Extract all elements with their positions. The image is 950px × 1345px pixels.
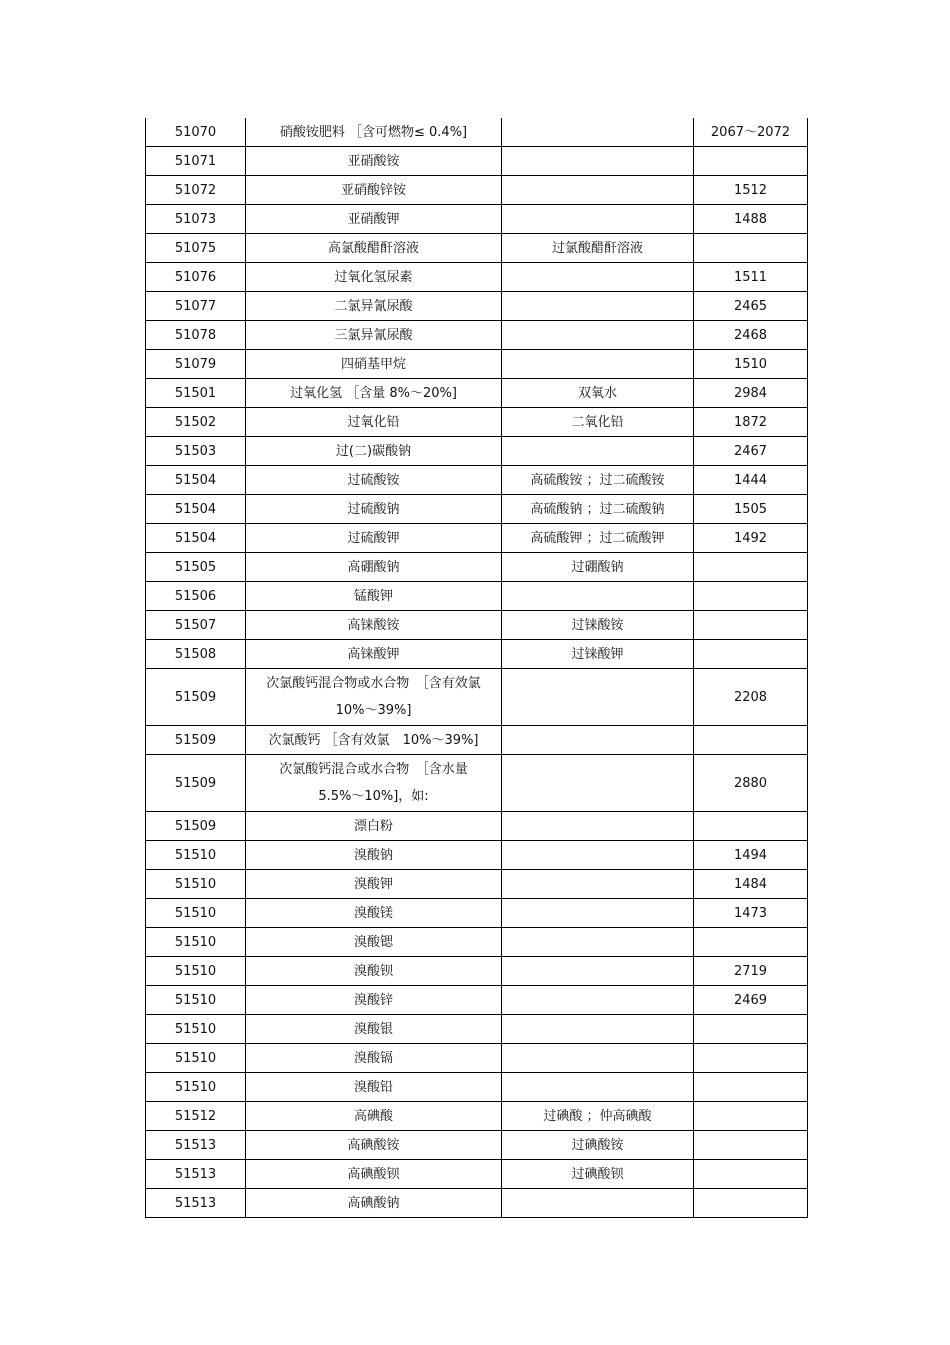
cell-alias bbox=[502, 321, 694, 350]
cell-code: 51504 bbox=[146, 524, 246, 553]
cell-code: 51501 bbox=[146, 379, 246, 408]
cell-un-number: 1488 bbox=[694, 205, 808, 234]
cell-alias bbox=[502, 1015, 694, 1044]
cell-name: 高氯酸醋酐溶液 bbox=[246, 234, 502, 263]
table-row bbox=[146, 205, 808, 234]
cell-code: 51510 bbox=[146, 1073, 246, 1102]
cell-name: 溴酸锶 bbox=[246, 928, 502, 957]
cell-code: 51509 bbox=[146, 755, 246, 812]
cell-name bbox=[246, 669, 502, 726]
cell-name-line: 次氯酸钙混合物或水合物 ［含有效氯 bbox=[266, 676, 481, 691]
cell-alias bbox=[502, 263, 694, 292]
cell-un-number bbox=[694, 928, 808, 957]
cell-alias bbox=[502, 1189, 694, 1218]
cell-un-number: 2984 bbox=[694, 379, 808, 408]
cell-code: 51510 bbox=[146, 928, 246, 957]
table-row bbox=[146, 870, 808, 899]
table-row bbox=[146, 986, 808, 1015]
chemical-table bbox=[145, 118, 808, 1218]
cell-name: 溴酸锌 bbox=[246, 986, 502, 1015]
cell-name: 漂白粉 bbox=[246, 812, 502, 841]
cell-name: 溴酸镁 bbox=[246, 899, 502, 928]
cell-code: 51504 bbox=[146, 466, 246, 495]
cell-name: 高碘酸 bbox=[246, 1102, 502, 1131]
cell-code: 51073 bbox=[146, 205, 246, 234]
cell-un-number: 2208 bbox=[694, 669, 808, 726]
cell-name: 溴酸钾 bbox=[246, 870, 502, 899]
cell-code: 51510 bbox=[146, 899, 246, 928]
table-row bbox=[146, 524, 808, 553]
table-row bbox=[146, 1015, 808, 1044]
table-row bbox=[146, 350, 808, 379]
cell-un-number bbox=[694, 726, 808, 755]
cell-name: 溴酸钡 bbox=[246, 957, 502, 986]
table-row bbox=[146, 1044, 808, 1073]
cell-alias bbox=[502, 582, 694, 611]
cell-code: 51072 bbox=[146, 176, 246, 205]
cell-code: 51075 bbox=[146, 234, 246, 263]
cell-name-line: 次氯酸钙混合或水合物 ［含水量 bbox=[279, 762, 468, 777]
cell-un-number: 1505 bbox=[694, 495, 808, 524]
table-row bbox=[146, 466, 808, 495]
cell-code: 51510 bbox=[146, 986, 246, 1015]
cell-un-number: 1444 bbox=[694, 466, 808, 495]
cell-code: 51502 bbox=[146, 408, 246, 437]
cell-un-number bbox=[694, 234, 808, 263]
table-row bbox=[146, 1073, 808, 1102]
cell-name: 过硫酸铵 bbox=[246, 466, 502, 495]
document-page bbox=[145, 118, 807, 1218]
cell-name-line: 5.5%～10%]，如: bbox=[318, 789, 429, 804]
cell-name: 过氧化氢尿素 bbox=[246, 263, 502, 292]
cell-alias: 过氯酸醋酐溶液 bbox=[502, 234, 694, 263]
table-row bbox=[146, 1160, 808, 1189]
cell-name: 高碘酸钡 bbox=[246, 1160, 502, 1189]
cell-code: 51509 bbox=[146, 726, 246, 755]
cell-un-number: 1492 bbox=[694, 524, 808, 553]
table-row bbox=[146, 234, 808, 263]
cell-code: 51070 bbox=[146, 118, 246, 147]
table-row bbox=[146, 495, 808, 524]
cell-code: 51513 bbox=[146, 1131, 246, 1160]
cell-name: 亚硝酸钾 bbox=[246, 205, 502, 234]
cell-name: 溴酸铅 bbox=[246, 1073, 502, 1102]
cell-name-line: 10%～39%] bbox=[335, 703, 412, 718]
table-row bbox=[146, 1131, 808, 1160]
cell-alias bbox=[502, 669, 694, 726]
table-row bbox=[146, 1189, 808, 1218]
cell-alias bbox=[502, 1044, 694, 1073]
cell-alias bbox=[502, 437, 694, 466]
cell-un-number: 2467 bbox=[694, 437, 808, 466]
table-row bbox=[146, 1102, 808, 1131]
cell-alias bbox=[502, 292, 694, 321]
cell-code: 51505 bbox=[146, 553, 246, 582]
cell-un-number bbox=[694, 147, 808, 176]
cell-name: 过硫酸钾 bbox=[246, 524, 502, 553]
cell-alias bbox=[502, 205, 694, 234]
cell-name: 溴酸银 bbox=[246, 1015, 502, 1044]
cell-code: 51513 bbox=[146, 1160, 246, 1189]
cell-alias bbox=[502, 986, 694, 1015]
cell-alias bbox=[502, 870, 694, 899]
cell-un-number bbox=[694, 582, 808, 611]
cell-un-number: 1484 bbox=[694, 870, 808, 899]
cell-un-number: 2719 bbox=[694, 957, 808, 986]
cell-name: 四硝基甲烷 bbox=[246, 350, 502, 379]
cell-alias bbox=[502, 957, 694, 986]
cell-code: 51503 bbox=[146, 437, 246, 466]
cell-code: 51510 bbox=[146, 841, 246, 870]
cell-alias: 高硫酸钠 ；过二硫酸钠 bbox=[502, 495, 694, 524]
table-row bbox=[146, 928, 808, 957]
table-row bbox=[146, 669, 808, 726]
cell-alias bbox=[502, 899, 694, 928]
cell-alias: 过铼酸钾 bbox=[502, 640, 694, 669]
cell-code: 51510 bbox=[146, 1044, 246, 1073]
table-row bbox=[146, 812, 808, 841]
cell-name: 溴酸镉 bbox=[246, 1044, 502, 1073]
table-row bbox=[146, 553, 808, 582]
cell-name: 亚硝酸锌铵 bbox=[246, 176, 502, 205]
table-row bbox=[146, 408, 808, 437]
cell-code: 51509 bbox=[146, 669, 246, 726]
table-row bbox=[146, 726, 808, 755]
cell-code: 51071 bbox=[146, 147, 246, 176]
cell-code: 51510 bbox=[146, 957, 246, 986]
table-row bbox=[146, 379, 808, 408]
cell-un-number bbox=[694, 1189, 808, 1218]
cell-alias: 过铼酸铵 bbox=[502, 611, 694, 640]
cell-un-number: 1512 bbox=[694, 176, 808, 205]
cell-code: 51506 bbox=[146, 582, 246, 611]
cell-alias: 双氧水 bbox=[502, 379, 694, 408]
table-row bbox=[146, 611, 808, 640]
cell-alias bbox=[502, 350, 694, 379]
cell-code: 51510 bbox=[146, 1015, 246, 1044]
cell-un-number bbox=[694, 812, 808, 841]
cell-alias bbox=[502, 1073, 694, 1102]
cell-name: 过(二)碳酸钠 bbox=[246, 437, 502, 466]
cell-alias bbox=[502, 841, 694, 870]
cell-un-number bbox=[694, 611, 808, 640]
cell-un-number: 1494 bbox=[694, 841, 808, 870]
chemical-table-body bbox=[146, 118, 808, 1218]
cell-alias bbox=[502, 755, 694, 812]
cell-name: 溴酸钠 bbox=[246, 841, 502, 870]
cell-name: 次氯酸钙 ［含有效氯 10%～39%] bbox=[246, 726, 502, 755]
cell-code: 51509 bbox=[146, 812, 246, 841]
cell-name bbox=[246, 755, 502, 812]
cell-un-number: 1473 bbox=[694, 899, 808, 928]
cell-name: 高硼酸钠 bbox=[246, 553, 502, 582]
cell-alias: 二氧化铅 bbox=[502, 408, 694, 437]
cell-un-number bbox=[694, 640, 808, 669]
cell-un-number bbox=[694, 1160, 808, 1189]
table-row bbox=[146, 321, 808, 350]
cell-code: 51512 bbox=[146, 1102, 246, 1131]
cell-alias: 高硫酸铵 ；过二硫酸铵 bbox=[502, 466, 694, 495]
cell-code: 51077 bbox=[146, 292, 246, 321]
cell-un-number: 2880 bbox=[694, 755, 808, 812]
cell-un-number: 1872 bbox=[694, 408, 808, 437]
cell-alias: 过硼酸钠 bbox=[502, 553, 694, 582]
cell-alias bbox=[502, 726, 694, 755]
cell-code: 51510 bbox=[146, 870, 246, 899]
cell-un-number: 1510 bbox=[694, 350, 808, 379]
cell-alias bbox=[502, 812, 694, 841]
table-row bbox=[146, 292, 808, 321]
table-row bbox=[146, 755, 808, 812]
table-row bbox=[146, 957, 808, 986]
cell-un-number: 2465 bbox=[694, 292, 808, 321]
cell-code: 51513 bbox=[146, 1189, 246, 1218]
cell-code: 51507 bbox=[146, 611, 246, 640]
cell-alias bbox=[502, 176, 694, 205]
cell-alias bbox=[502, 928, 694, 957]
cell-name: 高碘酸钠 bbox=[246, 1189, 502, 1218]
cell-alias bbox=[502, 118, 694, 147]
cell-code: 51508 bbox=[146, 640, 246, 669]
table-row bbox=[146, 841, 808, 870]
table-row bbox=[146, 147, 808, 176]
cell-un-number bbox=[694, 1044, 808, 1073]
cell-alias: 过碘酸铵 bbox=[502, 1131, 694, 1160]
cell-un-number bbox=[694, 1131, 808, 1160]
cell-code: 51076 bbox=[146, 263, 246, 292]
table-row bbox=[146, 437, 808, 466]
table-row bbox=[146, 176, 808, 205]
cell-un-number: 2468 bbox=[694, 321, 808, 350]
cell-name: 硝酸铵肥料 ［含可燃物≤ 0.4%] bbox=[246, 118, 502, 147]
cell-un-number bbox=[694, 1073, 808, 1102]
cell-name: 过氧化铅 bbox=[246, 408, 502, 437]
cell-name: 过氧化氢 ［含量 8%～20%] bbox=[246, 379, 502, 408]
cell-alias bbox=[502, 147, 694, 176]
table-row bbox=[146, 640, 808, 669]
table-row bbox=[146, 118, 808, 147]
table-row bbox=[146, 263, 808, 292]
cell-name: 锰酸钾 bbox=[246, 582, 502, 611]
cell-alias: 过碘酸 ；仲高碘酸 bbox=[502, 1102, 694, 1131]
cell-code: 51504 bbox=[146, 495, 246, 524]
cell-name: 高铼酸铵 bbox=[246, 611, 502, 640]
cell-alias: 高硫酸钾 ；过二硫酸钾 bbox=[502, 524, 694, 553]
cell-name: 亚硝酸铵 bbox=[246, 147, 502, 176]
cell-un-number bbox=[694, 553, 808, 582]
cell-un-number bbox=[694, 1102, 808, 1131]
cell-un-number: 2067～2072 bbox=[694, 118, 808, 147]
cell-un-number: 2469 bbox=[694, 986, 808, 1015]
cell-un-number: 1511 bbox=[694, 263, 808, 292]
cell-name: 三氯异氰尿酸 bbox=[246, 321, 502, 350]
cell-un-number bbox=[694, 1015, 808, 1044]
cell-name: 高碘酸铵 bbox=[246, 1131, 502, 1160]
cell-alias: 过碘酸钡 bbox=[502, 1160, 694, 1189]
cell-name: 二氯异氰尿酸 bbox=[246, 292, 502, 321]
cell-name: 过硫酸钠 bbox=[246, 495, 502, 524]
table-row bbox=[146, 899, 808, 928]
table-row bbox=[146, 582, 808, 611]
cell-code: 51079 bbox=[146, 350, 246, 379]
cell-name: 高铼酸钾 bbox=[246, 640, 502, 669]
cell-code: 51078 bbox=[146, 321, 246, 350]
